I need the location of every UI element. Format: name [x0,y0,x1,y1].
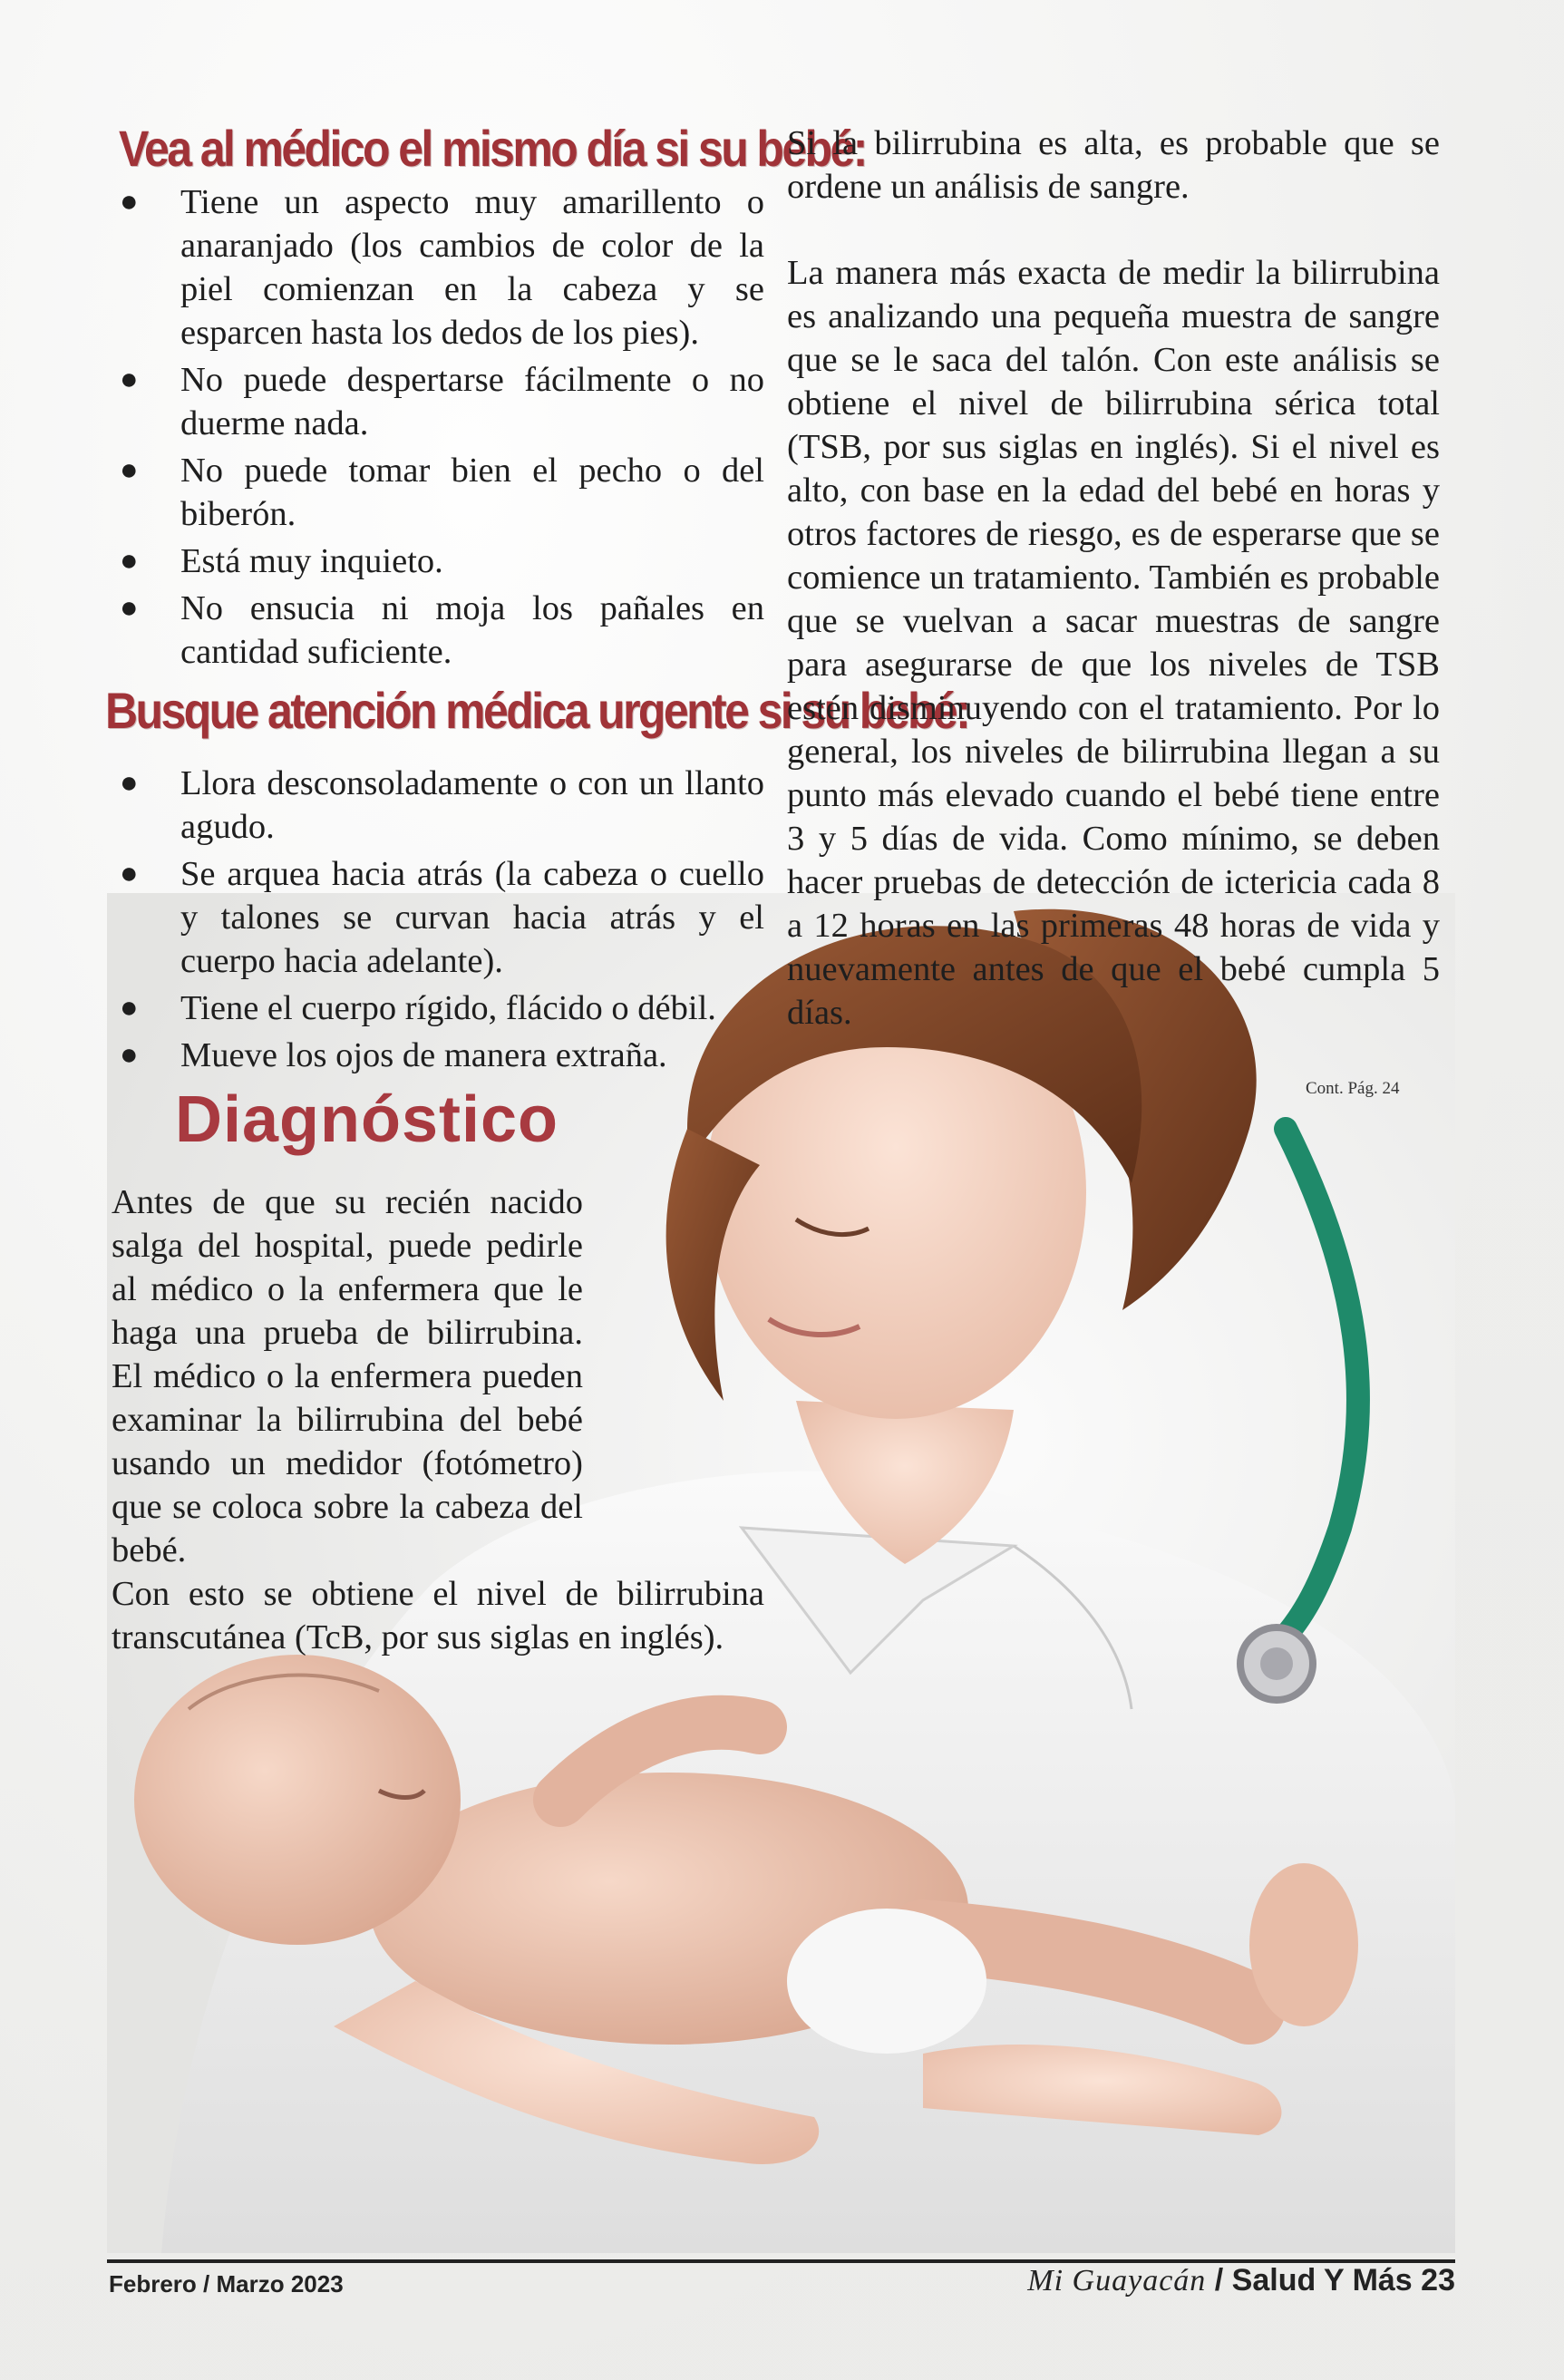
magazine-brand: Mi Guayacán [1027,2264,1207,2297]
bullet-icon: ● [120,544,139,578]
list-item: ● Llora desconsoladamente o con un llanto agudo. [107,762,764,849]
bullet-icon: ● [120,991,139,1025]
list-item: ● Está muy inquieto. [107,539,764,583]
footer-separator: / [1214,2263,1224,2297]
continued-page-note: Cont. Pág. 24 [1306,1079,1400,1098]
footer-publication [1027,2263,1455,2298]
list-item: ● Tiene el cuerpo rígido, flácido o débil. [107,986,764,1030]
list-item: ● No puede tomar bien el pecho o del biberón. [107,449,764,536]
bullet-icon: ● [120,453,139,487]
bullet-icon: ● [120,766,139,800]
diagnosis-paragraph-wide: Con esto se obtiene el nivel de bilirrubina transcutánea (TcB, por sus siglas en inglés). [112,1575,764,1656]
list-item: ● Se arquea hacia atrás (la cabeza o cuello y talones se curvan hacia atrás y el cuerpo hacia adelante). [107,852,764,983]
list-item: ● Tiene un aspecto muy amarillento o anaranjado (los cambios de color de la piel comienzan en la cabeza y se esparcen hasta los dedos de los pies). [107,180,764,355]
list-item: ● No ensucia ni moja los pañales en cantidad suficiente. [107,587,764,674]
heading-urgent-care: Busque atención médica urgente si su bebé: [105,682,969,740]
bullet-icon: ● [120,1038,139,1072]
bilirubin-tsb-paragraph: La manera más exacta de medir la bilirrubina es analizando una pequeña muestra de sangre que se le saca del talón. Con este análisis se obtiene el nivel de bilirrubina sérica total (TSB, por sus siglas en inglés). Si el nivel es alto, con base en la edad del bebé en horas y otros factores de riesgo, es de esperarse que se comience un tratamiento. También es probable que se vuelvan a sacar muestras de sangre para asegurarse de que los niveles de TSB estén disminuyendo con el tratamiento. Por lo general, los niveles de bilirrubina llegan a su punto más elevado cuando el bebé tiene entre 3 y 5 días de vida. Como mínimo, se deben hacer pruebas de detección de ictericia cada 8 a 12 horas en las primeras 48 horas de vida y nuevamente antes de que el bebé cumpla 5 días. [787,254,1440,1032]
heading-see-doctor-same-day: Vea al médico el mismo día si su bebé: [119,120,866,178]
bullet-icon: ● [120,363,139,396]
section-name: Salud Y Más [1231,2263,1413,2297]
bullet-icon: ● [120,591,139,625]
list-item: ● No puede despertarse fácilmente o no duerme nada. [107,358,764,445]
diagnosis-heading: Diagnóstico [175,1083,559,1156]
bullet-icon: ● [120,185,139,219]
same-day-symptom-list [107,180,764,677]
page-number: 23 [1421,2263,1455,2297]
list-item: ● Mueve los ojos de manera extraña. [107,1034,764,1077]
bilirubin-blood-test-intro: Si la bilirrubina es alta, es probable que se ordene un análisis de sangre. [787,124,1440,206]
urgent-symptom-list [107,762,764,1081]
diagnosis-paragraph-narrow: Antes de que su recién nacido salga del hospital, puede pedirle al médico o la enfermera que le haga una prueba de bilirrubina. El médico o la enfermera pueden examinar la bilirrubina del bebé usando un medidor (fotómetro) que se coloca sobre la cabeza del bebé. [112,1183,583,1569]
bullet-icon: ● [120,857,139,890]
issue-date: Febrero / Marzo 2023 [109,2270,344,2297]
